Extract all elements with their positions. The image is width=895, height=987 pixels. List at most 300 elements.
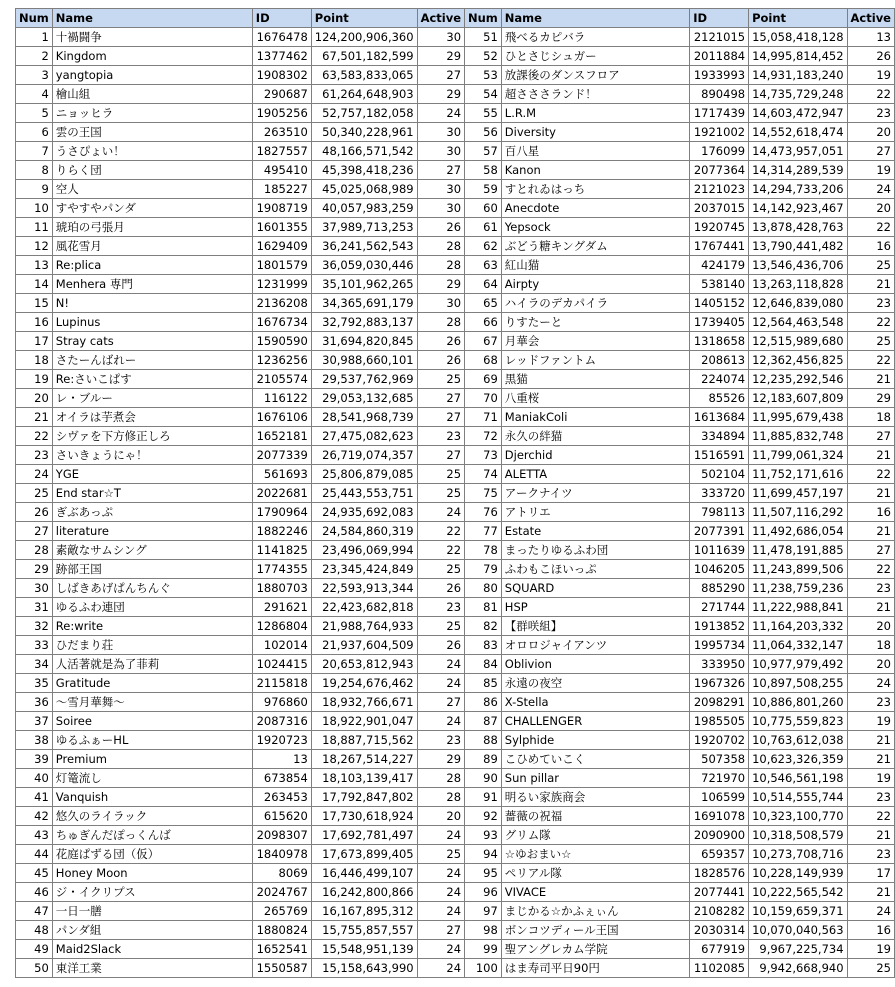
point-cell: 25,443,553,751 bbox=[311, 484, 417, 503]
active-cell: 30 bbox=[417, 199, 464, 218]
active-cell: 21 bbox=[847, 522, 894, 541]
table-row bbox=[465, 351, 895, 370]
name-cell: Kanon bbox=[501, 161, 689, 180]
table-row bbox=[465, 826, 895, 845]
rank-number-cell: 34 bbox=[16, 655, 53, 674]
rank-number-cell: 27 bbox=[16, 522, 53, 541]
rank-number-cell: 6 bbox=[16, 123, 53, 142]
table-row bbox=[16, 959, 465, 978]
point-cell: 12,564,463,548 bbox=[749, 313, 847, 332]
rank-number-cell: 90 bbox=[465, 769, 502, 788]
table-row bbox=[465, 180, 895, 199]
id-cell: 1046205 bbox=[690, 560, 749, 579]
table-row bbox=[465, 617, 895, 636]
id-cell: 1318658 bbox=[690, 332, 749, 351]
name-cell: 花庭ぱずる団（仮） bbox=[52, 845, 252, 864]
table-row bbox=[16, 85, 465, 104]
point-cell: 11,492,686,054 bbox=[749, 522, 847, 541]
rank-number-cell: 60 bbox=[465, 199, 502, 218]
active-cell: 28 bbox=[417, 256, 464, 275]
rank-number-cell: 30 bbox=[16, 579, 53, 598]
active-cell: 24 bbox=[847, 902, 894, 921]
rank-number-cell: 19 bbox=[16, 370, 53, 389]
id-cell: 2077339 bbox=[252, 446, 311, 465]
point-cell: 13,878,428,763 bbox=[749, 218, 847, 237]
point-cell: 10,897,508,255 bbox=[749, 674, 847, 693]
name-cell: ゆるふぁーHL bbox=[52, 731, 252, 750]
point-cell: 29,053,132,685 bbox=[311, 389, 417, 408]
table-row bbox=[465, 104, 895, 123]
active-cell: 23 bbox=[847, 788, 894, 807]
header-id: ID bbox=[252, 9, 311, 28]
table-row bbox=[16, 750, 465, 769]
table-row bbox=[465, 218, 895, 237]
table-row bbox=[465, 788, 895, 807]
id-cell: 263453 bbox=[252, 788, 311, 807]
active-cell: 27 bbox=[417, 389, 464, 408]
id-cell: 1601355 bbox=[252, 218, 311, 237]
table-row bbox=[465, 47, 895, 66]
table-row bbox=[465, 560, 895, 579]
rank-number-cell: 29 bbox=[16, 560, 53, 579]
name-cell: シヴァを下方修正しろ bbox=[52, 427, 252, 446]
table-row bbox=[16, 845, 465, 864]
point-cell: 23,345,424,849 bbox=[311, 560, 417, 579]
point-cell: 10,318,508,579 bbox=[749, 826, 847, 845]
active-cell: 26 bbox=[417, 636, 464, 655]
table-row bbox=[16, 104, 465, 123]
table-row bbox=[465, 598, 895, 617]
id-cell: 2108282 bbox=[690, 902, 749, 921]
table-row bbox=[16, 142, 465, 161]
table-row bbox=[465, 750, 895, 769]
rank-number-cell: 55 bbox=[465, 104, 502, 123]
id-cell: 290687 bbox=[252, 85, 311, 104]
table-row bbox=[465, 579, 895, 598]
rank-number-cell: 63 bbox=[465, 256, 502, 275]
table-row bbox=[465, 123, 895, 142]
name-cell: 一日一膳 bbox=[52, 902, 252, 921]
name-cell: ひとさじシュガー bbox=[501, 47, 689, 66]
table-row bbox=[16, 826, 465, 845]
table-row bbox=[16, 541, 465, 560]
rank-number-cell: 75 bbox=[465, 484, 502, 503]
point-cell: 17,792,847,802 bbox=[311, 788, 417, 807]
id-cell: 1550587 bbox=[252, 959, 311, 978]
id-cell: 1231999 bbox=[252, 275, 311, 294]
id-cell: 2022681 bbox=[252, 484, 311, 503]
active-cell: 20 bbox=[847, 123, 894, 142]
point-cell: 16,242,800,866 bbox=[311, 883, 417, 902]
rank-number-cell: 86 bbox=[465, 693, 502, 712]
active-cell: 23 bbox=[417, 731, 464, 750]
table-row bbox=[465, 161, 895, 180]
name-cell: 雲の王国 bbox=[52, 123, 252, 142]
id-cell: 1827557 bbox=[252, 142, 311, 161]
name-cell: YGE bbox=[52, 465, 252, 484]
point-cell: 14,552,618,474 bbox=[749, 123, 847, 142]
point-cell: 19,254,676,462 bbox=[311, 674, 417, 693]
rank-number-cell: 81 bbox=[465, 598, 502, 617]
active-cell: 28 bbox=[417, 313, 464, 332]
rank-number-cell: 84 bbox=[465, 655, 502, 674]
rank-number-cell: 52 bbox=[465, 47, 502, 66]
active-cell: 24 bbox=[417, 826, 464, 845]
point-cell: 17,692,781,497 bbox=[311, 826, 417, 845]
id-cell: 1767441 bbox=[690, 237, 749, 256]
id-cell: 1933993 bbox=[690, 66, 749, 85]
point-cell: 50,340,228,961 bbox=[311, 123, 417, 142]
active-cell: 23 bbox=[847, 294, 894, 313]
point-cell: 15,058,418,128 bbox=[749, 28, 847, 47]
table-row bbox=[16, 693, 465, 712]
name-cell: ふわもこほいっぷ bbox=[501, 560, 689, 579]
point-cell: 11,164,203,332 bbox=[749, 617, 847, 636]
name-cell: まじかる☆かふぇぃん bbox=[501, 902, 689, 921]
table-row bbox=[16, 636, 465, 655]
name-cell: すとれゐはっち bbox=[501, 180, 689, 199]
name-cell: 八重桜 bbox=[501, 389, 689, 408]
name-cell: ぶどう糖キングダム bbox=[501, 237, 689, 256]
active-cell: 16 bbox=[847, 237, 894, 256]
point-cell: 32,792,883,137 bbox=[311, 313, 417, 332]
point-cell: 22,423,682,818 bbox=[311, 598, 417, 617]
active-cell: 21 bbox=[847, 446, 894, 465]
id-cell: 1967326 bbox=[690, 674, 749, 693]
table-row bbox=[16, 807, 465, 826]
id-cell: 208613 bbox=[690, 351, 749, 370]
active-cell: 13 bbox=[847, 28, 894, 47]
name-cell: 人活著就是為了菲莉 bbox=[52, 655, 252, 674]
header-name: Name bbox=[501, 9, 689, 28]
table-row bbox=[16, 66, 465, 85]
point-cell: 36,059,030,446 bbox=[311, 256, 417, 275]
active-cell: 30 bbox=[417, 294, 464, 313]
rank-number-cell: 47 bbox=[16, 902, 53, 921]
active-cell: 21 bbox=[847, 826, 894, 845]
rank-number-cell: 1 bbox=[16, 28, 53, 47]
table-row bbox=[465, 845, 895, 864]
active-cell: 26 bbox=[417, 351, 464, 370]
name-cell: 檜山組 bbox=[52, 85, 252, 104]
table-row bbox=[16, 902, 465, 921]
name-cell: N! bbox=[52, 294, 252, 313]
rank-number-cell: 98 bbox=[465, 921, 502, 940]
id-cell: 507358 bbox=[690, 750, 749, 769]
id-cell: 1405152 bbox=[690, 294, 749, 313]
active-cell: 17 bbox=[847, 864, 894, 883]
name-cell: Vanquish bbox=[52, 788, 252, 807]
rank-number-cell: 25 bbox=[16, 484, 53, 503]
point-cell: 17,673,899,405 bbox=[311, 845, 417, 864]
name-cell: L.R.M bbox=[501, 104, 689, 123]
table-row bbox=[465, 940, 895, 959]
rank-number-cell: 96 bbox=[465, 883, 502, 902]
name-cell: ～雪月華舞～ bbox=[52, 693, 252, 712]
rank-number-cell: 85 bbox=[465, 674, 502, 693]
point-cell: 10,514,555,744 bbox=[749, 788, 847, 807]
name-cell: Lupinus bbox=[52, 313, 252, 332]
point-cell: 26,719,074,357 bbox=[311, 446, 417, 465]
name-cell: 聖アングレカム学院 bbox=[501, 940, 689, 959]
name-cell: 百八星 bbox=[501, 142, 689, 161]
table-row bbox=[465, 427, 895, 446]
table-row bbox=[16, 864, 465, 883]
header-name: Name bbox=[52, 9, 252, 28]
active-cell: 28 bbox=[417, 788, 464, 807]
table-row bbox=[465, 85, 895, 104]
point-cell: 10,886,801,260 bbox=[749, 693, 847, 712]
point-cell: 14,142,923,467 bbox=[749, 199, 847, 218]
id-cell: 1985505 bbox=[690, 712, 749, 731]
table-row bbox=[16, 674, 465, 693]
active-cell: 30 bbox=[417, 180, 464, 199]
table-row bbox=[16, 617, 465, 636]
id-cell: 333720 bbox=[690, 484, 749, 503]
id-cell: 265769 bbox=[252, 902, 311, 921]
name-cell: うさぴょい！ bbox=[52, 142, 252, 161]
rank-number-cell: 77 bbox=[465, 522, 502, 541]
point-cell: 12,362,456,825 bbox=[749, 351, 847, 370]
active-cell: 23 bbox=[847, 693, 894, 712]
active-cell: 22 bbox=[417, 522, 464, 541]
point-cell: 9,942,668,940 bbox=[749, 959, 847, 978]
point-cell: 10,546,561,198 bbox=[749, 769, 847, 788]
point-cell: 11,243,899,506 bbox=[749, 560, 847, 579]
name-cell: Honey Moon bbox=[52, 864, 252, 883]
rank-number-cell: 73 bbox=[465, 446, 502, 465]
point-cell: 10,070,040,563 bbox=[749, 921, 847, 940]
rank-number-cell: 36 bbox=[16, 693, 53, 712]
point-cell: 11,238,759,236 bbox=[749, 579, 847, 598]
active-cell: 18 bbox=[847, 636, 894, 655]
rank-number-cell: 12 bbox=[16, 237, 53, 256]
id-cell: 502104 bbox=[690, 465, 749, 484]
point-cell: 15,755,857,557 bbox=[311, 921, 417, 940]
table-row bbox=[465, 503, 895, 522]
table-row bbox=[16, 484, 465, 503]
active-cell: 26 bbox=[847, 47, 894, 66]
point-cell: 15,548,951,139 bbox=[311, 940, 417, 959]
id-cell: 1920723 bbox=[252, 731, 311, 750]
table-row bbox=[465, 693, 895, 712]
rank-number-cell: 62 bbox=[465, 237, 502, 256]
name-cell: ハイラのデカパイラ bbox=[501, 294, 689, 313]
table-row bbox=[465, 769, 895, 788]
active-cell: 22 bbox=[847, 313, 894, 332]
active-cell: 27 bbox=[417, 408, 464, 427]
table-row bbox=[16, 180, 465, 199]
point-cell: 10,228,149,939 bbox=[749, 864, 847, 883]
rank-number-cell: 8 bbox=[16, 161, 53, 180]
name-cell: さいきょうにゃ！ bbox=[52, 446, 252, 465]
rank-number-cell: 44 bbox=[16, 845, 53, 864]
id-cell: 13 bbox=[252, 750, 311, 769]
rank-number-cell: 46 bbox=[16, 883, 53, 902]
rank-number-cell: 22 bbox=[16, 427, 53, 446]
active-cell: 24 bbox=[417, 655, 464, 674]
point-cell: 10,159,659,371 bbox=[749, 902, 847, 921]
id-cell: 495410 bbox=[252, 161, 311, 180]
header-point: Point bbox=[749, 9, 847, 28]
id-cell: 1691078 bbox=[690, 807, 749, 826]
id-cell: 1516591 bbox=[690, 446, 749, 465]
rank-number-cell: 58 bbox=[465, 161, 502, 180]
table-row bbox=[16, 579, 465, 598]
name-cell: Kingdom bbox=[52, 47, 252, 66]
id-cell: 1024415 bbox=[252, 655, 311, 674]
table-row bbox=[465, 655, 895, 674]
table-row bbox=[16, 598, 465, 617]
rank-number-cell: 57 bbox=[465, 142, 502, 161]
table-header bbox=[16, 9, 465, 28]
id-cell: 2121023 bbox=[690, 180, 749, 199]
table-row bbox=[16, 313, 465, 332]
rank-number-cell: 79 bbox=[465, 560, 502, 579]
table-row bbox=[465, 522, 895, 541]
point-cell: 52,757,182,058 bbox=[311, 104, 417, 123]
table-row bbox=[16, 712, 465, 731]
point-cell: 18,887,715,562 bbox=[311, 731, 417, 750]
id-cell: 615620 bbox=[252, 807, 311, 826]
point-cell: 11,885,832,748 bbox=[749, 427, 847, 446]
name-cell: CHALLENGER bbox=[501, 712, 689, 731]
rank-number-cell: 78 bbox=[465, 541, 502, 560]
id-cell: 677919 bbox=[690, 940, 749, 959]
point-cell: 24,584,860,319 bbox=[311, 522, 417, 541]
rank-number-cell: 32 bbox=[16, 617, 53, 636]
active-cell: 20 bbox=[417, 807, 464, 826]
name-cell: ひだまり荘 bbox=[52, 636, 252, 655]
active-cell: 25 bbox=[417, 484, 464, 503]
point-cell: 14,995,814,452 bbox=[749, 47, 847, 66]
id-cell: 1717439 bbox=[690, 104, 749, 123]
id-cell: 1920745 bbox=[690, 218, 749, 237]
name-cell: 紅山猫 bbox=[501, 256, 689, 275]
table-row bbox=[16, 28, 465, 47]
rank-number-cell: 66 bbox=[465, 313, 502, 332]
table-row bbox=[465, 807, 895, 826]
active-cell: 24 bbox=[847, 180, 894, 199]
active-cell: 19 bbox=[847, 712, 894, 731]
name-cell: Re:write bbox=[52, 617, 252, 636]
active-cell: 23 bbox=[847, 104, 894, 123]
active-cell: 22 bbox=[847, 465, 894, 484]
table-row bbox=[16, 446, 465, 465]
point-cell: 21,937,604,509 bbox=[311, 636, 417, 655]
active-cell: 20 bbox=[847, 617, 894, 636]
id-cell: 2087316 bbox=[252, 712, 311, 731]
table-row bbox=[16, 522, 465, 541]
point-cell: 10,763,612,038 bbox=[749, 731, 847, 750]
id-cell: 538140 bbox=[690, 275, 749, 294]
table-header bbox=[465, 9, 895, 28]
active-cell: 27 bbox=[417, 921, 464, 940]
point-cell: 10,623,326,359 bbox=[749, 750, 847, 769]
table-row bbox=[465, 446, 895, 465]
rank-number-cell: 14 bbox=[16, 275, 53, 294]
id-cell: 1652541 bbox=[252, 940, 311, 959]
name-cell: 十禍闘争 bbox=[52, 28, 252, 47]
table-row bbox=[465, 275, 895, 294]
active-cell: 29 bbox=[417, 47, 464, 66]
name-cell: ニョッヒラ bbox=[52, 104, 252, 123]
id-cell: 1286804 bbox=[252, 617, 311, 636]
active-cell: 24 bbox=[417, 712, 464, 731]
table-row bbox=[465, 864, 895, 883]
name-cell: レ・ブルー bbox=[52, 389, 252, 408]
point-cell: 18,932,766,671 bbox=[311, 693, 417, 712]
id-cell: 561693 bbox=[252, 465, 311, 484]
active-cell: 25 bbox=[847, 332, 894, 351]
point-cell: 14,931,183,240 bbox=[749, 66, 847, 85]
name-cell: こひめていこく bbox=[501, 750, 689, 769]
table-row bbox=[16, 389, 465, 408]
rank-number-cell: 33 bbox=[16, 636, 53, 655]
table-row bbox=[16, 161, 465, 180]
rank-number-cell: 95 bbox=[465, 864, 502, 883]
rank-number-cell: 43 bbox=[16, 826, 53, 845]
id-cell: 1913852 bbox=[690, 617, 749, 636]
active-cell: 27 bbox=[417, 161, 464, 180]
point-cell: 40,057,983,259 bbox=[311, 199, 417, 218]
rank-number-cell: 88 bbox=[465, 731, 502, 750]
id-cell: 1921002 bbox=[690, 123, 749, 142]
active-cell: 20 bbox=[847, 655, 894, 674]
rank-number-cell: 71 bbox=[465, 408, 502, 427]
rank-number-cell: 54 bbox=[465, 85, 502, 104]
header-active: Active bbox=[417, 9, 464, 28]
name-cell: Sylphide bbox=[501, 731, 689, 750]
active-cell: 29 bbox=[847, 389, 894, 408]
point-cell: 25,806,879,085 bbox=[311, 465, 417, 484]
rank-number-cell: 91 bbox=[465, 788, 502, 807]
rank-number-cell: 38 bbox=[16, 731, 53, 750]
id-cell: 2098291 bbox=[690, 693, 749, 712]
table-row bbox=[16, 218, 465, 237]
point-cell: 10,273,708,716 bbox=[749, 845, 847, 864]
point-cell: 63,583,833,065 bbox=[311, 66, 417, 85]
id-cell: 424179 bbox=[690, 256, 749, 275]
id-cell: 1840978 bbox=[252, 845, 311, 864]
table-row bbox=[16, 123, 465, 142]
active-cell: 30 bbox=[417, 142, 464, 161]
name-cell: Yepsock bbox=[501, 218, 689, 237]
active-cell: 22 bbox=[417, 541, 464, 560]
table-row bbox=[16, 332, 465, 351]
active-cell: 26 bbox=[417, 579, 464, 598]
rank-number-cell: 69 bbox=[465, 370, 502, 389]
point-cell: 23,496,069,994 bbox=[311, 541, 417, 560]
point-cell: 27,475,082,623 bbox=[311, 427, 417, 446]
id-cell: 1908719 bbox=[252, 199, 311, 218]
active-cell: 23 bbox=[847, 845, 894, 864]
table-row bbox=[465, 237, 895, 256]
table-row bbox=[465, 484, 895, 503]
id-cell: 1676734 bbox=[252, 313, 311, 332]
point-cell: 11,222,988,841 bbox=[749, 598, 847, 617]
active-cell: 25 bbox=[417, 845, 464, 864]
rank-number-cell: 51 bbox=[465, 28, 502, 47]
table-row bbox=[16, 370, 465, 389]
id-cell: 1739405 bbox=[690, 313, 749, 332]
active-cell: 16 bbox=[847, 921, 894, 940]
rank-number-cell: 56 bbox=[465, 123, 502, 142]
table-row bbox=[16, 503, 465, 522]
point-cell: 30,988,660,101 bbox=[311, 351, 417, 370]
active-cell: 21 bbox=[847, 275, 894, 294]
active-cell: 27 bbox=[847, 541, 894, 560]
